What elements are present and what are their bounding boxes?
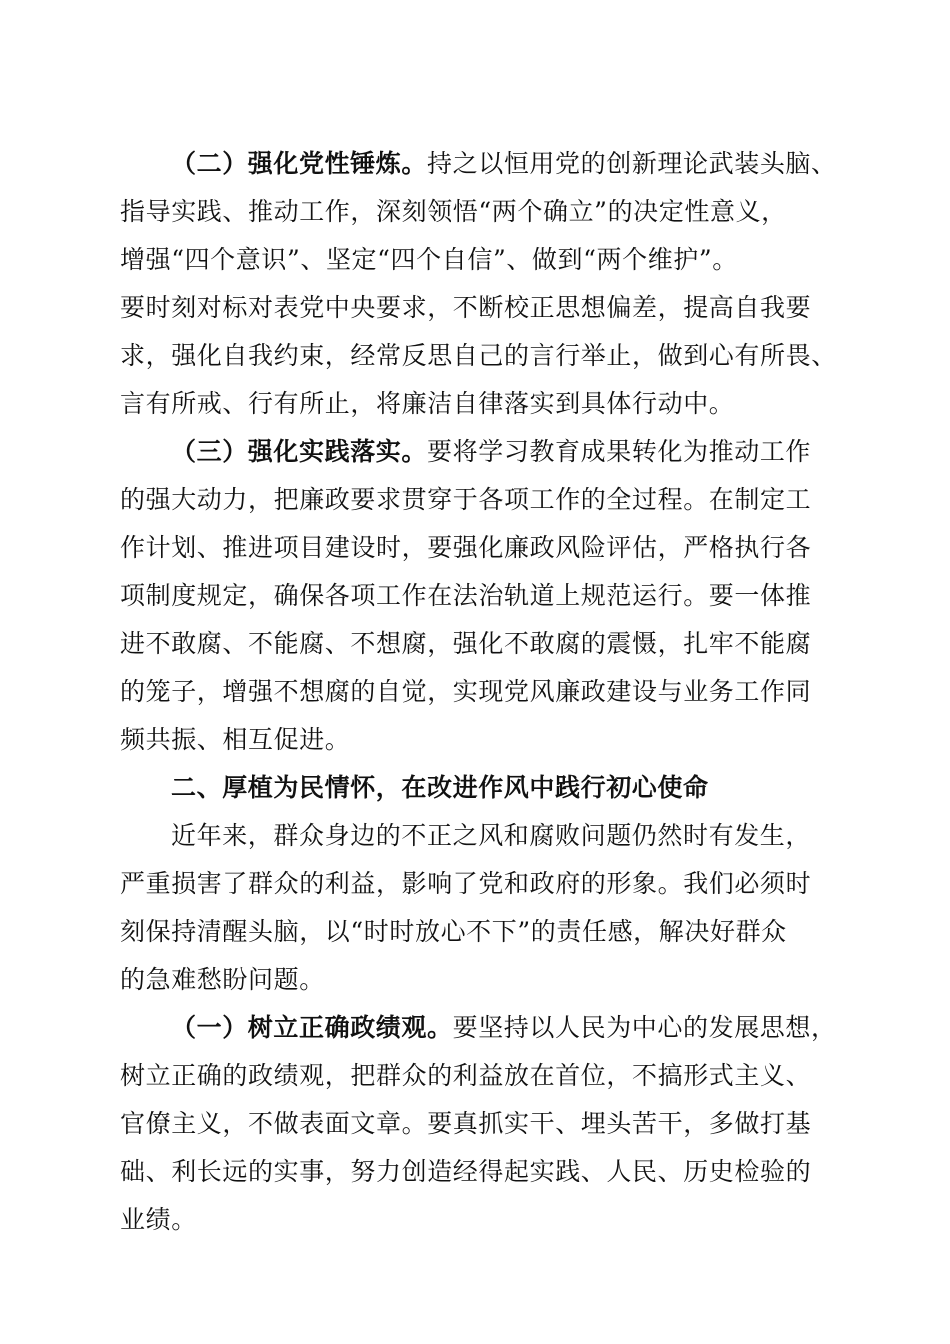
subsection-heading: （三）强化实践落实。 [171, 437, 428, 466]
paragraph-line [171, 1008, 837, 1048]
paragraph-line: 官僚主义，不做表面文章。要真抓实干、埋头苦干，多做打基 [120, 1109, 812, 1138]
paragraph-line: 的急难愁盼问题。 [120, 965, 325, 994]
paragraph-line: 作计划、推进项目建设时，要强化廉政风险评估，严格执行各 [120, 533, 812, 562]
paragraph-line: 的强大动力，把廉政要求贯穿于各项工作的全过程。在制定工 [120, 485, 812, 514]
subsection-heading: （一）树立正确政绩观。 [171, 1013, 453, 1042]
paragraph-line: 言有所戒、行有所止，将廉洁自律落实到具体行动中。 [120, 389, 735, 418]
paragraph-line: 的笼子，增强不想腐的自觉，实现党风廉政建设与业务工作同 [120, 677, 812, 706]
paragraph-line: 频共振、相互促进。 [120, 725, 351, 754]
paragraph-line: 增强“四个意识”、坚定“四个自信”、做到“两个维护”。 [120, 245, 738, 274]
paragraph-line: 进不敢腐、不能腐、不想腐，强化不敢腐的震慑，扎牢不能腐 [120, 629, 812, 658]
paragraph-line [171, 144, 837, 184]
paragraph-line: 业绩。 [120, 1205, 197, 1234]
subsection-heading: （二）强化党性锤炼。 [171, 149, 428, 178]
paragraph-line: 础、利长远的实事，努力创造经得起实践、人民、历史检验的 [120, 1157, 812, 1186]
paragraph-text: 持之以恒用党的创新理论武装头脑、 [427, 149, 837, 178]
paragraph-line: 刻保持清醒头脑，以“时时放心不下”的责任感，解决好群众 [120, 917, 787, 946]
section-heading: 二、厚植为民情怀，在改进作风中践行初心使命 [171, 773, 709, 802]
paragraph-text: 要坚持以人民为中心的发展思想， [452, 1013, 837, 1042]
paragraph-line: 项制度规定，确保各项工作在法治轨道上规范运行。要一体推 [120, 581, 812, 610]
paragraph-line: 严重损害了群众的利益，影响了党和政府的形象。我们必须时 [120, 869, 812, 898]
paragraph-line: 指导实践、推动工作，深刻领悟“两个确立”的决定性意义， [120, 197, 787, 226]
paragraph-line: 树立正确的政绩观，把群众的利益放在首位，不搞形式主义、 [120, 1061, 812, 1090]
paragraph-line: 近年来，群众身边的不正之风和腐败问题仍然时有发生， [171, 821, 812, 850]
paragraph-line: 求，强化自我约束，经常反思自己的言行举止，做到心有所畏、 [120, 341, 837, 370]
paragraph-line [171, 432, 811, 472]
paragraph-line: 要时刻对标对表党中央要求，不断校正思想偏差，提高自我要 [120, 293, 812, 322]
paragraph-text: 要将学习教育成果转化为推动工作 [427, 437, 812, 466]
